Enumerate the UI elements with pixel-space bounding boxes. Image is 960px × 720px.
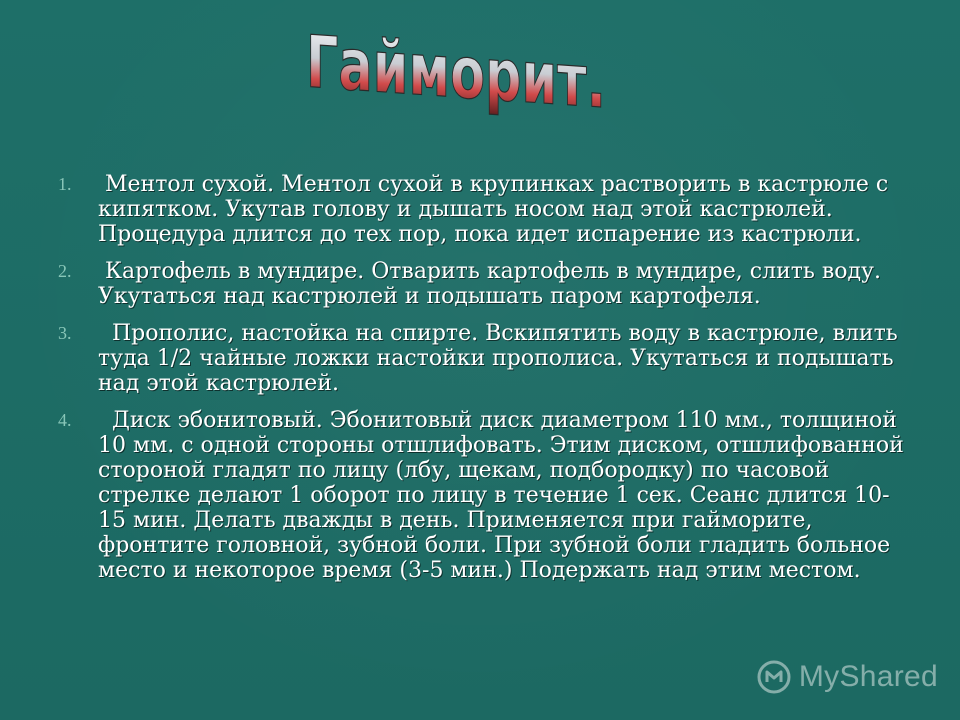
- list-item: [58, 408, 911, 583]
- list-text: Картофель в мундире. Отварить картофель в мундире, слить воду. Укутаться над кастрюлей и подышать паром картофеля.: [98, 259, 888, 309]
- list-text: Прополис, настойка на спирте. Вскипятить воду в кастрюле, влить туда 1/2 чайные ложки настойки прополиса. Укутаться и подышать над этой кастрюлей.: [98, 321, 905, 396]
- list-text: Ментол сухой. Ментол сухой в крупинках растворить в кастрюле с кипятком. Укутав голову и дышать носом над этой кастрюлей. Процедура длится до тех пор, пока идет испарение из кастрюли.: [98, 172, 896, 247]
- title-wordart: [300, 6, 731, 134]
- list-item: [58, 321, 908, 396]
- list-number: 2.: [58, 261, 72, 281]
- list-item: [58, 172, 908, 247]
- watermark: [757, 660, 938, 694]
- slide-title: [300, 6, 731, 134]
- list-text: Диск эбонитовый. Эбонитовый диск диаметром 110 мм., толщиной 10 мм. с одной стороны отшлифовать. Этим диском, отшлифованной стороной гладят по лицу (лбу, щекам, подбородку) по часовой стрелке делают 1 оборот по лицу в течение 1 сек. Сеанс длится 10-15 мин. Делать дважды в день. Применяется при гайморите, фронтите головной, зубной боли. При зубной боли гладить больное место и некоторое время (3-5 мин.) Подержать над этим местом.: [98, 408, 911, 583]
- list-item: [58, 259, 908, 309]
- watermark-text: MyShared: [798, 660, 938, 693]
- title-text: Гайморит.: [306, 19, 731, 134]
- remedies-list: [58, 172, 911, 595]
- myshared-logo-icon: [757, 660, 791, 694]
- list-number: 4.: [58, 410, 72, 430]
- list-number: 1.: [58, 174, 72, 194]
- list-number: 3.: [58, 323, 72, 343]
